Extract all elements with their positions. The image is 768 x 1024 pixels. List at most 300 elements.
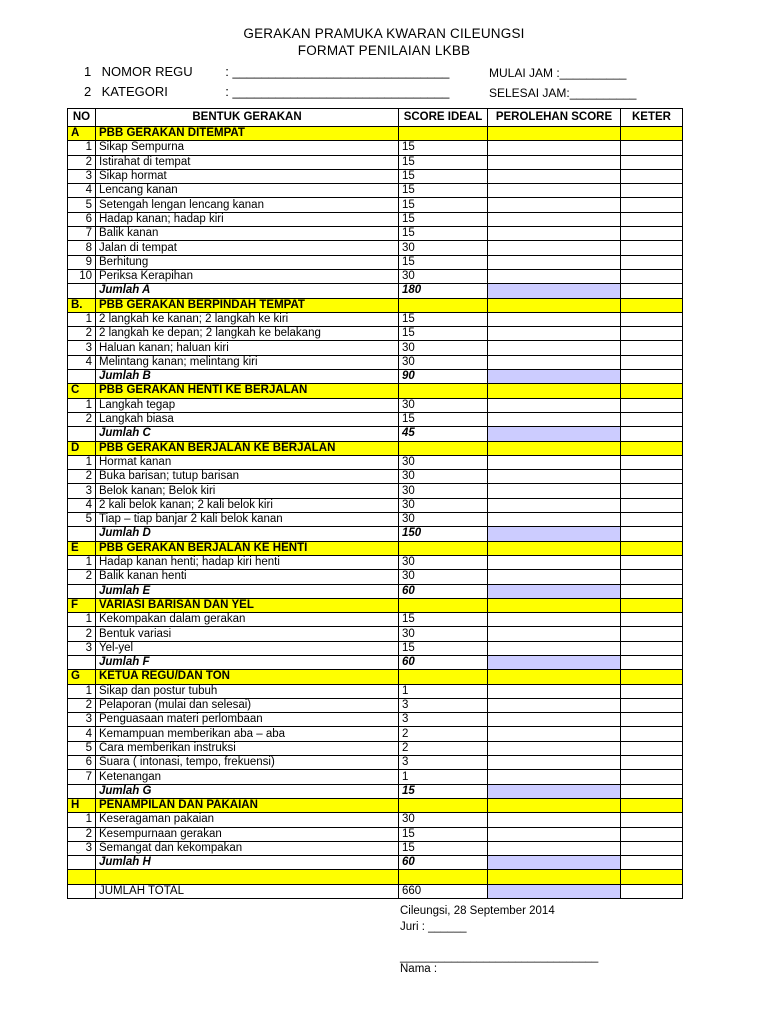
- table-row: [68, 455, 683, 469]
- col-bentuk-gerakan: BENTUK GERAKAN: [96, 109, 399, 127]
- subtotal-keter: [621, 784, 683, 798]
- item-gerakan: Cara memberikan instruksi: [96, 741, 399, 755]
- item-number: 2: [68, 470, 96, 484]
- item-perolehan-input[interactable]: [488, 741, 621, 755]
- subtotal-no: [68, 584, 96, 598]
- spacer-cell: [68, 870, 96, 884]
- nama-field[interactable]: Nama :: [400, 963, 438, 975]
- item-number: 6: [68, 756, 96, 770]
- item-perolehan-input[interactable]: [488, 255, 621, 269]
- table-row: [68, 498, 683, 512]
- item-gerakan: Pelaporan (mulai dan selesai): [96, 698, 399, 712]
- subtotal-perolehan-input[interactable]: [488, 784, 621, 798]
- item-keter-input[interactable]: [621, 241, 683, 255]
- item-score-ideal: 30: [399, 484, 488, 498]
- item-score-ideal: 30: [399, 470, 488, 484]
- subtotal-keter: [621, 584, 683, 598]
- item-score-ideal: 30: [399, 455, 488, 469]
- table-row: [68, 813, 683, 827]
- item-number: 9: [68, 255, 96, 269]
- table-row: [68, 727, 683, 741]
- item-perolehan-input[interactable]: [488, 770, 621, 784]
- item-perolehan-input[interactable]: [488, 756, 621, 770]
- item-gerakan: Balik kanan henti: [96, 570, 399, 584]
- item-keter-input[interactable]: [621, 727, 683, 741]
- item-keter-input[interactable]: [621, 756, 683, 770]
- spacer-cell: [488, 870, 621, 884]
- table-row: [68, 770, 683, 784]
- table-row: [68, 513, 683, 527]
- section-score-ideal: [399, 670, 488, 684]
- item-keter-input[interactable]: [621, 684, 683, 698]
- item-number: 5: [68, 198, 96, 212]
- juri-field[interactable]: Juri : ______: [400, 921, 467, 933]
- item-number: 3: [68, 713, 96, 727]
- item-number: 7: [68, 770, 96, 784]
- section-keter: [621, 798, 683, 812]
- subtotal-row: [68, 427, 683, 441]
- section-code: A: [68, 127, 96, 141]
- table-row: [68, 341, 683, 355]
- col-no: NO: [68, 109, 96, 127]
- subtotal-no: [68, 527, 96, 541]
- kategori-number: 2: [84, 84, 92, 99]
- item-number: 2: [68, 627, 96, 641]
- mulai-jam-field[interactable]: MULAI JAM :__________: [489, 66, 627, 80]
- total-perolehan-input[interactable]: [488, 884, 621, 898]
- spacer-cell: [399, 870, 488, 884]
- selesai-jam-field[interactable]: SELESAI JAM:__________: [489, 86, 637, 100]
- subtotal-label: Jumlah A: [96, 284, 399, 298]
- section-perolehan: [488, 441, 621, 455]
- subtotal-keter: [621, 427, 683, 441]
- item-keter-input[interactable]: [621, 198, 683, 212]
- item-keter-input[interactable]: [621, 770, 683, 784]
- item-perolehan-input[interactable]: [488, 698, 621, 712]
- subtotal-keter: [621, 856, 683, 870]
- item-perolehan-input[interactable]: [488, 484, 621, 498]
- item-gerakan: Hadap kanan; hadap kiri: [96, 212, 399, 226]
- section-keter: [621, 298, 683, 312]
- section-perolehan: [488, 541, 621, 555]
- section-keter: [621, 598, 683, 612]
- item-gerakan: Hormat kanan: [96, 455, 399, 469]
- subtotal-perolehan-input[interactable]: [488, 370, 621, 384]
- nomor-regu-number: 1: [84, 64, 92, 79]
- subtotal-value: 150: [399, 527, 488, 541]
- form-title: GERAKAN PRAMUKA KWARAN CILEUNGSI: [243, 26, 525, 41]
- item-keter-input[interactable]: [621, 641, 683, 655]
- item-score-ideal: 30: [399, 570, 488, 584]
- subtotal-perolehan-input[interactable]: [488, 584, 621, 598]
- item-score-ideal: 15: [399, 212, 488, 226]
- table-row: [68, 698, 683, 712]
- item-score-ideal: 15: [399, 255, 488, 269]
- item-number: 3: [68, 341, 96, 355]
- item-number: 2: [68, 570, 96, 584]
- subtotal-keter: [621, 284, 683, 298]
- item-perolehan-input[interactable]: [488, 713, 621, 727]
- subtotal-no: [68, 427, 96, 441]
- section-score-ideal: [399, 298, 488, 312]
- section-perolehan: [488, 298, 621, 312]
- item-score-ideal: 1: [399, 684, 488, 698]
- item-perolehan-input[interactable]: [488, 184, 621, 198]
- item-perolehan-input[interactable]: [488, 813, 621, 827]
- item-score-ideal: 15: [399, 155, 488, 169]
- item-keter-input[interactable]: [621, 398, 683, 412]
- item-perolehan-input[interactable]: [488, 212, 621, 226]
- item-keter-input[interactable]: [621, 155, 683, 169]
- section-header-row: [68, 127, 683, 141]
- item-gerakan: Sikap Sempurna: [96, 141, 399, 155]
- table-row: [68, 255, 683, 269]
- item-number: 1: [68, 613, 96, 627]
- table-row: [68, 269, 683, 283]
- item-perolehan-input[interactable]: [488, 498, 621, 512]
- item-keter-input[interactable]: [621, 269, 683, 283]
- col-perolehan-score: PEROLEHAN SCORE: [488, 109, 621, 127]
- item-score-ideal: 15: [399, 641, 488, 655]
- item-keter-input[interactable]: [621, 555, 683, 569]
- item-gerakan: Tiap – tiap banjar 2 kali belok kanan: [96, 513, 399, 527]
- item-perolehan-input[interactable]: [488, 241, 621, 255]
- section-keter: [621, 384, 683, 398]
- item-keter-input[interactable]: [621, 841, 683, 855]
- subtotal-perolehan-input[interactable]: [488, 527, 621, 541]
- item-perolehan-input[interactable]: [488, 398, 621, 412]
- item-perolehan-input[interactable]: [488, 684, 621, 698]
- subtotal-no: [68, 784, 96, 798]
- total-no: [68, 884, 96, 898]
- section-header-row: [68, 384, 683, 398]
- table-row: [68, 184, 683, 198]
- item-keter-input[interactable]: [621, 741, 683, 755]
- section-code: E: [68, 541, 96, 555]
- item-perolehan-input[interactable]: [488, 412, 621, 426]
- section-code: B.: [68, 298, 96, 312]
- item-keter-input[interactable]: [621, 227, 683, 241]
- subtotal-row: [68, 370, 683, 384]
- item-gerakan: Buka barisan; tutup barisan: [96, 470, 399, 484]
- section-code: G: [68, 670, 96, 684]
- table-row: [68, 169, 683, 183]
- section-title: PBB GERAKAN HENTI KE BERJALAN: [96, 384, 399, 398]
- subtotal-perolehan-input[interactable]: [488, 284, 621, 298]
- item-gerakan: Sikap hormat: [96, 169, 399, 183]
- item-number: 3: [68, 484, 96, 498]
- table-row: [68, 827, 683, 841]
- item-gerakan: Setengah lengan lencang kanan: [96, 198, 399, 212]
- item-perolehan-input[interactable]: [488, 555, 621, 569]
- section-perolehan: [488, 798, 621, 812]
- item-number: 4: [68, 727, 96, 741]
- item-score-ideal: 3: [399, 756, 488, 770]
- spacer-cell: [96, 870, 399, 884]
- subtotal-label: Jumlah F: [96, 655, 399, 669]
- table-header-row: [68, 109, 683, 127]
- item-score-ideal: 3: [399, 713, 488, 727]
- item-perolehan-input[interactable]: [488, 727, 621, 741]
- subtotal-no: [68, 284, 96, 298]
- col-keter: KETER: [621, 109, 683, 127]
- item-gerakan: Kekompakan dalam gerakan: [96, 613, 399, 627]
- total-label: JUMLAH TOTAL: [96, 884, 399, 898]
- subtotal-label: Jumlah G: [96, 784, 399, 798]
- subtotal-perolehan-input[interactable]: [488, 655, 621, 669]
- item-keter-input[interactable]: [621, 698, 683, 712]
- item-keter-input[interactable]: [621, 212, 683, 226]
- section-score-ideal: [399, 598, 488, 612]
- item-perolehan-input[interactable]: [488, 841, 621, 855]
- item-score-ideal: 1: [399, 770, 488, 784]
- item-keter-input[interactable]: [621, 827, 683, 841]
- item-score-ideal: 15: [399, 227, 488, 241]
- section-perolehan: [488, 670, 621, 684]
- item-score-ideal: 15: [399, 141, 488, 155]
- item-keter-input[interactable]: [621, 498, 683, 512]
- subtotal-row: [68, 284, 683, 298]
- table-row: [68, 570, 683, 584]
- item-score-ideal: 30: [399, 269, 488, 283]
- section-perolehan: [488, 598, 621, 612]
- item-number: 3: [68, 169, 96, 183]
- subtotal-row: [68, 784, 683, 798]
- section-header-row: [68, 670, 683, 684]
- item-gerakan: Langkah tegap: [96, 398, 399, 412]
- item-gerakan: Kesempurnaan gerakan: [96, 827, 399, 841]
- section-title: VARIASI BARISAN DAN YEL: [96, 598, 399, 612]
- nomor-regu-row: [84, 64, 449, 79]
- item-number: 3: [68, 641, 96, 655]
- section-score-ideal: [399, 541, 488, 555]
- item-gerakan: Melintang kanan; melintang kiri: [96, 355, 399, 369]
- item-gerakan: Kemampuan memberikan aba – aba: [96, 727, 399, 741]
- subtotal-value: 60: [399, 655, 488, 669]
- item-perolehan-input[interactable]: [488, 513, 621, 527]
- subtotal-value: 45: [399, 427, 488, 441]
- item-keter-input[interactable]: [621, 813, 683, 827]
- item-perolehan-input[interactable]: [488, 341, 621, 355]
- section-score-ideal: [399, 384, 488, 398]
- nomor-regu-field[interactable]: : ______________________________: [225, 64, 450, 79]
- item-number: 1: [68, 684, 96, 698]
- item-keter-input[interactable]: [621, 355, 683, 369]
- item-score-ideal: 15: [399, 412, 488, 426]
- item-number: 8: [68, 241, 96, 255]
- table-row: [68, 841, 683, 855]
- assessment-table: [67, 108, 683, 899]
- item-number: 1: [68, 141, 96, 155]
- item-gerakan: Haluan kanan; haluan kiri: [96, 341, 399, 355]
- table-row: [68, 141, 683, 155]
- item-number: 5: [68, 513, 96, 527]
- item-perolehan-input[interactable]: [488, 312, 621, 326]
- table-row: [68, 627, 683, 641]
- subtotal-label: Jumlah D: [96, 527, 399, 541]
- item-keter-input[interactable]: [621, 570, 683, 584]
- table-row: [68, 756, 683, 770]
- section-header-row: [68, 798, 683, 812]
- item-perolehan-input[interactable]: [488, 470, 621, 484]
- item-number: 3: [68, 841, 96, 855]
- item-keter-input[interactable]: [621, 470, 683, 484]
- item-score-ideal: 30: [399, 513, 488, 527]
- subtotal-keter: [621, 370, 683, 384]
- item-score-ideal: 15: [399, 613, 488, 627]
- subtotal-perolehan-input[interactable]: [488, 427, 621, 441]
- subtotal-no: [68, 370, 96, 384]
- item-keter-input[interactable]: [621, 141, 683, 155]
- item-score-ideal: 15: [399, 184, 488, 198]
- item-perolehan-input[interactable]: [488, 627, 621, 641]
- item-score-ideal: 15: [399, 827, 488, 841]
- section-code: C: [68, 384, 96, 398]
- item-gerakan: Bentuk variasi: [96, 627, 399, 641]
- table-row: [68, 555, 683, 569]
- item-keter-input[interactable]: [621, 169, 683, 183]
- subtotal-no: [68, 856, 96, 870]
- subtotal-value: 90: [399, 370, 488, 384]
- item-number: 1: [68, 455, 96, 469]
- spacer-cell: [621, 870, 683, 884]
- item-score-ideal: 15: [399, 312, 488, 326]
- subtotal-row: [68, 527, 683, 541]
- section-header-row: [68, 598, 683, 612]
- item-keter-input[interactable]: [621, 484, 683, 498]
- section-header-row: [68, 541, 683, 555]
- item-gerakan: Suara ( intonasi, tempo, frekuensi): [96, 756, 399, 770]
- kategori-field[interactable]: : ______________________________: [225, 84, 450, 99]
- table-row: [68, 227, 683, 241]
- item-perolehan-input[interactable]: [488, 227, 621, 241]
- item-perolehan-input[interactable]: [488, 169, 621, 183]
- item-number: 4: [68, 184, 96, 198]
- table-row: [68, 327, 683, 341]
- table-body: [68, 127, 683, 899]
- subtotal-value: 15: [399, 784, 488, 798]
- subtotal-value: 60: [399, 584, 488, 598]
- item-keter-input[interactable]: [621, 627, 683, 641]
- item-number: 2: [68, 327, 96, 341]
- section-keter: [621, 441, 683, 455]
- item-perolehan-input[interactable]: [488, 613, 621, 627]
- item-keter-input[interactable]: [621, 613, 683, 627]
- form-subtitle: FORMAT PENILAIAN LKBB: [297, 43, 471, 58]
- item-gerakan: Balik kanan: [96, 227, 399, 241]
- item-perolehan-input[interactable]: [488, 155, 621, 169]
- item-perolehan-input[interactable]: [488, 355, 621, 369]
- section-title: PBB GERAKAN BERPINDAH TEMPAT: [96, 298, 399, 312]
- table-row: [68, 312, 683, 326]
- table-row: [68, 641, 683, 655]
- item-gerakan: Penguasaan materi perlombaan: [96, 713, 399, 727]
- item-number: 1: [68, 398, 96, 412]
- item-gerakan: Hadap kanan henti; hadap kiri henti: [96, 555, 399, 569]
- subtotal-value: 180: [399, 284, 488, 298]
- item-gerakan: Sikap dan postur tubuh: [96, 684, 399, 698]
- item-keter-input[interactable]: [621, 713, 683, 727]
- total-keter: [621, 884, 683, 898]
- total-row: [68, 884, 683, 898]
- subtotal-keter: [621, 527, 683, 541]
- item-keter-input[interactable]: [621, 455, 683, 469]
- item-score-ideal: 30: [399, 241, 488, 255]
- item-gerakan: Belok kanan; Belok kiri: [96, 484, 399, 498]
- item-score-ideal: 30: [399, 355, 488, 369]
- item-perolehan-input[interactable]: [488, 269, 621, 283]
- subtotal-value: 60: [399, 856, 488, 870]
- item-keter-input[interactable]: [621, 327, 683, 341]
- item-gerakan: 2 kali belok kanan; 2 kali belok kiri: [96, 498, 399, 512]
- item-keter-input[interactable]: [621, 312, 683, 326]
- item-keter-input[interactable]: [621, 341, 683, 355]
- item-score-ideal: 2: [399, 741, 488, 755]
- table-row: [68, 484, 683, 498]
- item-gerakan: Yel-yel: [96, 641, 399, 655]
- table-row: [68, 398, 683, 412]
- item-keter-input[interactable]: [621, 184, 683, 198]
- item-keter-input[interactable]: [621, 412, 683, 426]
- item-perolehan-input[interactable]: [488, 455, 621, 469]
- table-row: [68, 355, 683, 369]
- item-perolehan-input[interactable]: [488, 641, 621, 655]
- item-perolehan-input[interactable]: [488, 827, 621, 841]
- subtotal-label: Jumlah B: [96, 370, 399, 384]
- section-code: D: [68, 441, 96, 455]
- item-perolehan-input[interactable]: [488, 141, 621, 155]
- item-perolehan-input[interactable]: [488, 570, 621, 584]
- table-row: [68, 412, 683, 426]
- table-row: [68, 613, 683, 627]
- item-score-ideal: 30: [399, 813, 488, 827]
- item-perolehan-input[interactable]: [488, 198, 621, 212]
- item-number: 2: [68, 827, 96, 841]
- item-number: 5: [68, 741, 96, 755]
- subtotal-no: [68, 655, 96, 669]
- table-row: [68, 212, 683, 226]
- item-gerakan: Lencang kanan: [96, 184, 399, 198]
- item-number: 7: [68, 227, 96, 241]
- item-gerakan: Istirahat di tempat: [96, 155, 399, 169]
- item-gerakan: Ketenangan: [96, 770, 399, 784]
- item-score-ideal: 30: [399, 341, 488, 355]
- item-score-ideal: 15: [399, 841, 488, 855]
- item-score-ideal: 30: [399, 555, 488, 569]
- item-score-ideal: 30: [399, 627, 488, 641]
- item-gerakan: 2 langkah ke kanan; 2 langkah ke kiri: [96, 312, 399, 326]
- item-number: 1: [68, 312, 96, 326]
- table-row: [68, 198, 683, 212]
- subtotal-row: [68, 856, 683, 870]
- section-score-ideal: [399, 441, 488, 455]
- item-perolehan-input[interactable]: [488, 327, 621, 341]
- subtotal-perolehan-input[interactable]: [488, 856, 621, 870]
- signature-line: _______________________________: [400, 951, 599, 963]
- subtotal-row: [68, 584, 683, 598]
- table-row: [68, 155, 683, 169]
- item-keter-input[interactable]: [621, 513, 683, 527]
- item-gerakan: Jalan di tempat: [96, 241, 399, 255]
- section-keter: [621, 541, 683, 555]
- item-number: 4: [68, 355, 96, 369]
- section-title: PBB GERAKAN BERJALAN KE BERJALAN: [96, 441, 399, 455]
- item-gerakan: Langkah biasa: [96, 412, 399, 426]
- item-gerakan: Periksa Kerapihan: [96, 269, 399, 283]
- section-title: PENAMPILAN DAN PAKAIAN: [96, 798, 399, 812]
- item-keter-input[interactable]: [621, 255, 683, 269]
- section-header-row: [68, 298, 683, 312]
